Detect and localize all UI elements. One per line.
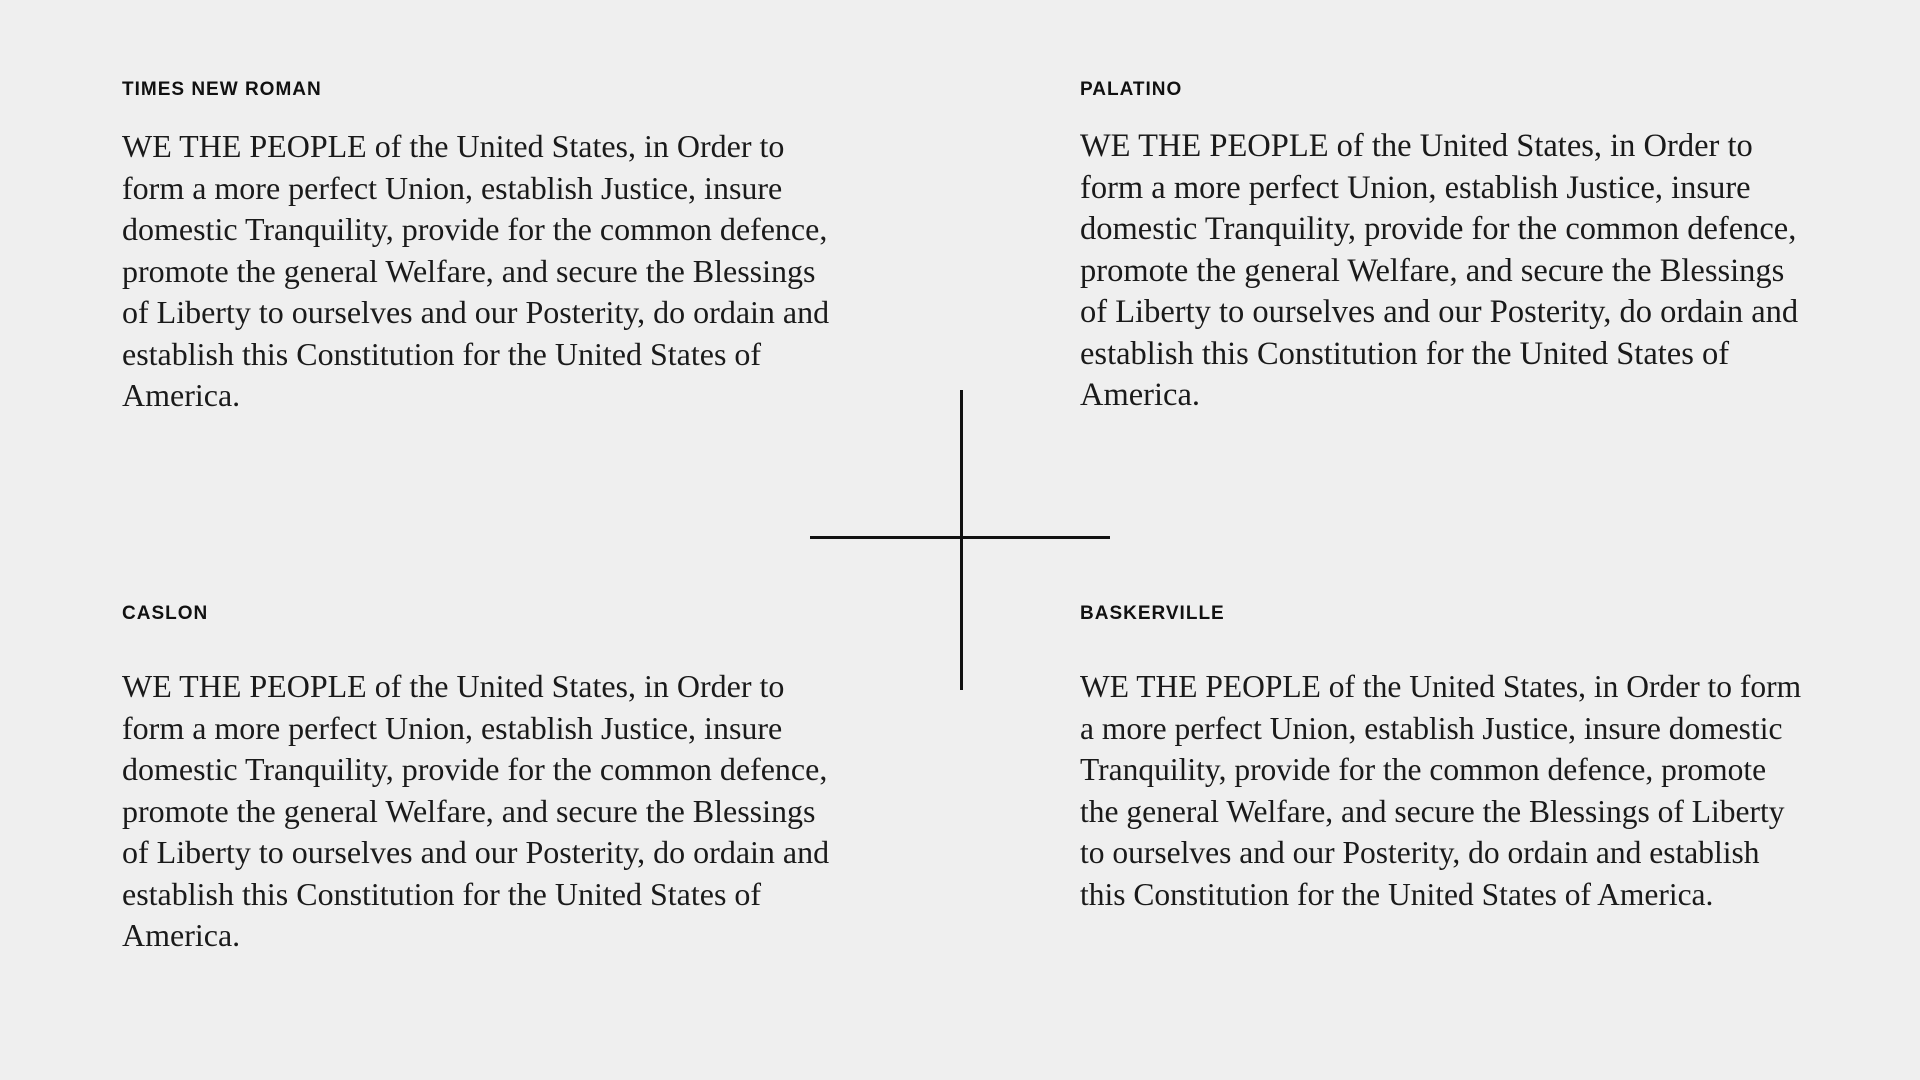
font-name-label: BASKERVILLE [1080,603,1225,624]
sample-paragraph: WE THE PEOPLE of the United States, in Order to form a more perfect Union, establish Justice, insure domestic Tranquility, provide for the common defence, promote the general Welfare, and secure the Blessings of Liberty to ourselves and our Posterity, do ordain and establish this Constitution for the United States of America. [1080,128,1799,413]
sample-paragraph: WE THE PEOPLE of the United States, in Order to form a more perfect Union, establish Justice, insure domestic Tranquility, provide for the common defence, promote the general Welfare, and secure the Blessings of Liberty to ourselves and our Posterity, do ordain and establish this Constitution for the United States of America. [122,128,830,413]
sample-paragraph: WE THE PEOPLE of the United States, in Order to form a more perfect Union, establish Justice, insure domestic Tranquility, provide for the common defence, promote the general Welfare, and secure the Blessings of Liberty to ourselves and our Posterity, do ordain and establish this Constitution for the United States of America. [122,668,830,953]
font-sample-palatino [1080,78,1810,417]
font-name-label: PALATINO [1080,79,1183,100]
font-sample-times-new-roman [122,78,842,417]
font-sample-baskerville [1080,602,1810,915]
font-sample-caslon [122,602,842,957]
sample-paragraph: WE THE PEOPLE of the United States, in Order to form a more perfect Union, establish Justice, insure domestic Tranquility, provide for the common defence, promote the general Welfare, and secure the Blessings of Liberty to ourselves and our Posterity, do ordain and establish this Constitution for the United States of America. [1080,669,1802,912]
center-cross-vertical-line [960,390,963,690]
font-name-label: CASLON [122,603,209,624]
font-name-label: TIMES NEW ROMAN [122,79,322,100]
center-cross-horizontal-line [810,536,1110,539]
